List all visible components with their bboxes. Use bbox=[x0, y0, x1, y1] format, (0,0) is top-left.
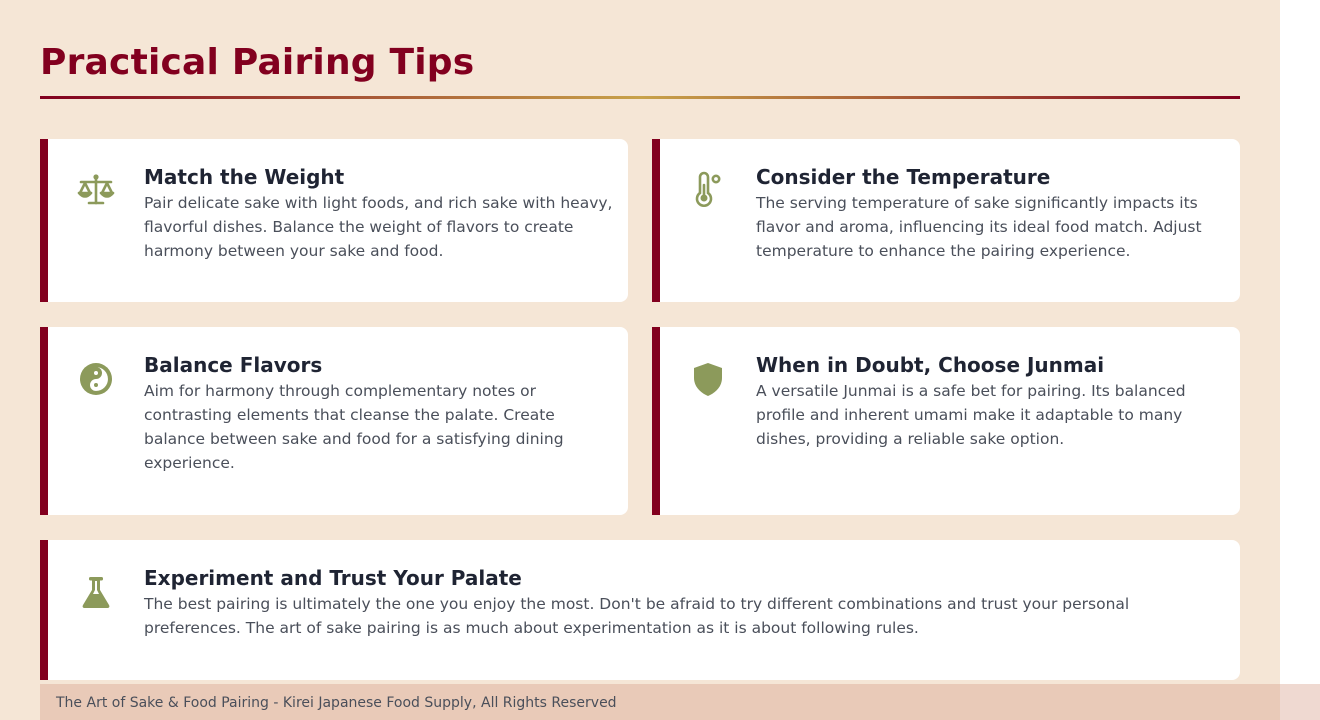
tip-heading: Experiment and Trust Your Palate bbox=[144, 566, 522, 590]
page-title: Practical Pairing Tips bbox=[40, 42, 475, 83]
flask-icon bbox=[76, 572, 116, 612]
tip-text: Pair delicate sake with light foods, and rich sake with heavy, flavorful dishes. Balance the weight of flavors to create harmony between your sake and food. bbox=[144, 194, 613, 260]
tip-text: Aim for harmony through complementary notes or contrasting elements that cleanse the palate. Create balance between sake and food for a satisfying dining experience. bbox=[144, 382, 564, 472]
tip-card-temperature bbox=[652, 139, 1240, 302]
tip-card-balance-flavors bbox=[40, 327, 628, 515]
title-divider bbox=[40, 96, 1240, 99]
tip-heading: Consider the Temperature bbox=[756, 165, 1051, 189]
scale-icon bbox=[76, 171, 116, 211]
yin-yang-icon bbox=[76, 359, 116, 399]
tip-text: The best pairing is ultimately the one you enjoy the most. Don't be afraid to try different combinations and trust your personal preferences. The art of sake pairing is as much about experimentation as it is about following rules. bbox=[144, 595, 1130, 637]
shield-icon bbox=[688, 359, 728, 399]
footer-text: The Art of Sake & Food Pairing - Kirei Japanese Food Supply, All Rights Reserved bbox=[56, 695, 617, 711]
tip-card-match-weight bbox=[40, 139, 628, 302]
thermometer-icon bbox=[688, 171, 728, 211]
tip-text: The serving temperature of sake significantly impacts its flavor and aroma, influencing its ideal food match. Adjust temperature to enhance the pairing experience. bbox=[756, 194, 1202, 260]
footer-bar bbox=[40, 684, 1320, 720]
tip-card-choose-junmai bbox=[652, 327, 1240, 515]
tip-heading: Match the Weight bbox=[144, 165, 345, 189]
tip-card-experiment bbox=[40, 540, 1240, 680]
tip-heading: Balance Flavors bbox=[144, 353, 323, 377]
tip-heading: When in Doubt, Choose Junmai bbox=[756, 353, 1105, 377]
tip-text: A versatile Junmai is a safe bet for pairing. Its balanced profile and inherent umami make it adaptable to many dishes, providing a reliable sake option. bbox=[756, 382, 1186, 448]
